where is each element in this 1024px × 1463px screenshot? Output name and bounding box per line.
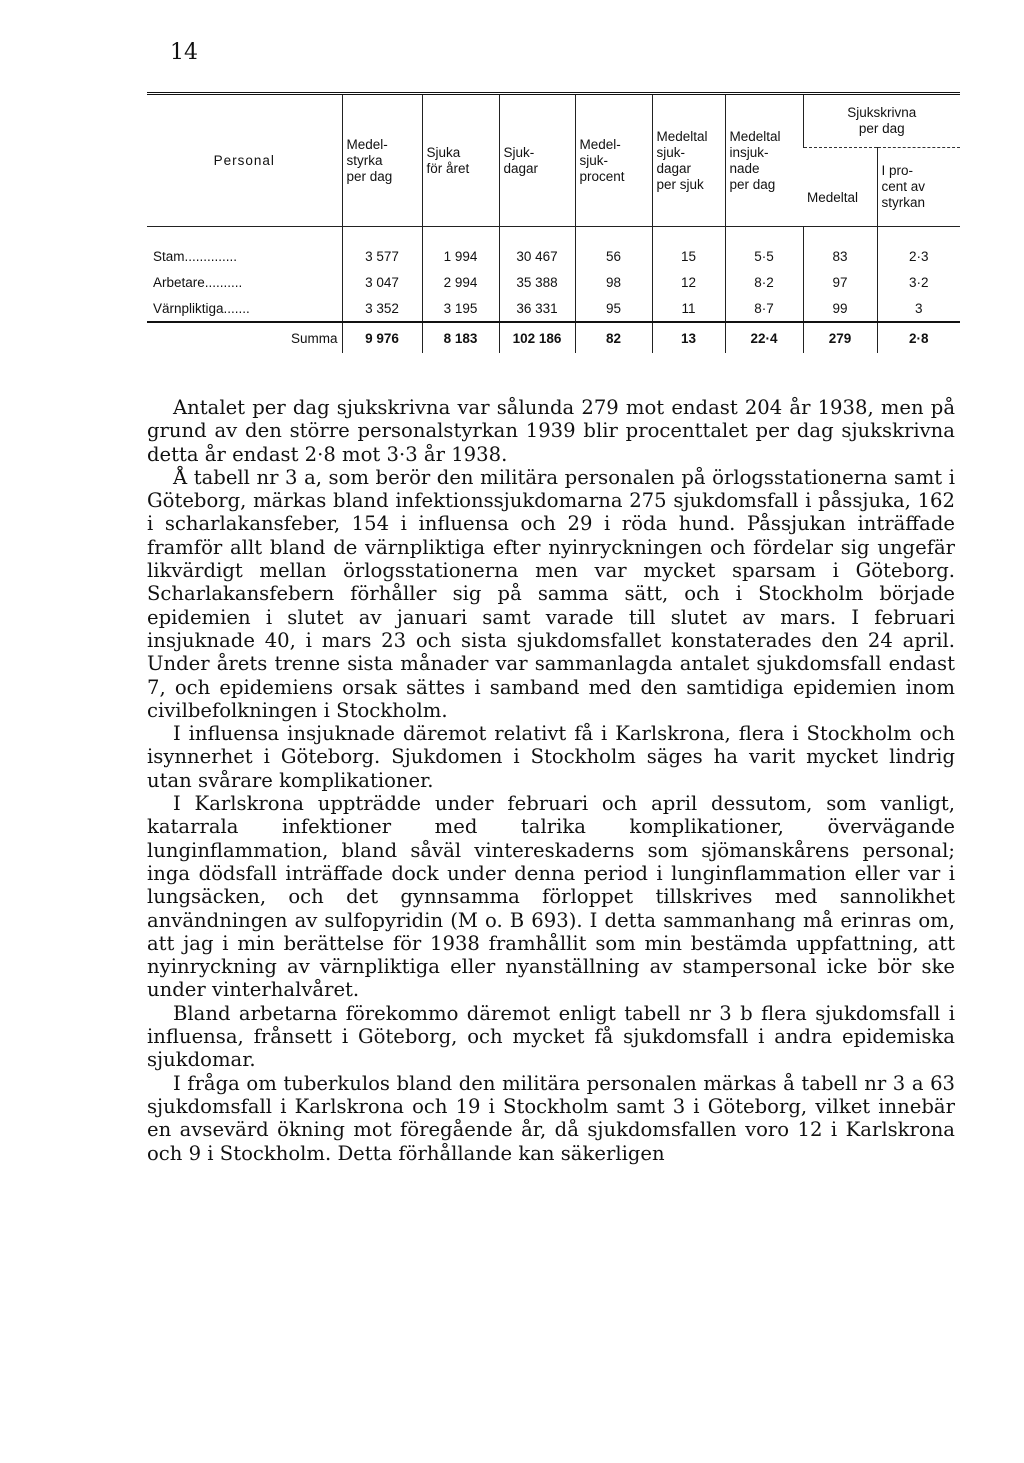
cell-medelstyrka: 3 577 [342, 243, 422, 269]
cell-sjuka: 3 195 [422, 295, 499, 322]
cell-sjukskrivna: 279 [803, 322, 877, 353]
cell-sjukskrivna: 97 [803, 269, 877, 295]
cell-medelstyrka: 3 047 [342, 269, 422, 295]
cell-insjuknade: 22·4 [725, 322, 803, 353]
cell-procent: 2·8 [877, 322, 960, 353]
paragraph: I influensa insjuknade däremot relativt få i Karlskrona, flera i Stockholm och isynnerhet i Göteborg. Sjukdomen i Stockholm säges ha varit mycket lindrig utan svårare komplikationer. [147, 722, 955, 792]
table-row [147, 269, 960, 295]
cell-sjukskrivna: 99 [803, 295, 877, 322]
cell-sjukdagar: 35 388 [499, 269, 575, 295]
paragraph: Antalet per dag sjukskrivna var sålunda 279 mot endast 204 år 1938, men på grund av den större personalstyrkan 1939 blir procenttalet per dag sjukskrivna detta år endast 2·8 mot 3·3 år 1938. [147, 396, 955, 466]
header-medelstyrka: Medel- styrka per dag [342, 94, 422, 227]
cell-sjukdagar: 30 467 [499, 243, 575, 269]
cell-sjuka: 1 994 [422, 243, 499, 269]
table-row [147, 243, 960, 269]
paragraph: I fråga om tuberkulos bland den militära personalen märkas å tabell nr 3 a 63 sjukdomsfall i Karlskrona och 19 i Stockholm samt 3 i Göteborg, vilket innebär en avsevärd ökning mot föregående år, då sjukdomsfallen voro 12 i Karlskrona och 9 i Stockholm. Detta förhållande kan säkerligen [147, 1071, 955, 1165]
cell-sjukdagar-per-sjuk: 12 [652, 269, 725, 295]
paragraph: Å tabell nr 3 a, som berör den militära personalen på örlogsstationerna samt i Göteborg, märkas bland infektionssjukdomarna 275 sjukdomsfall i påssjuka, 162 i scharlakansfeber, 154 i influensa och 29 i röda hund. Påssjukan inträffade framför allt bland de värnpliktiga efter nyinryckningen och fördelar sig ungefär likvärdigt mellan örlogsstationerna men var mycket sparsam i Göteborg. Scharlakansfebern förhåller sig på samma sätt, och i Stockholm började epidemien i slutet av januari samt varade till slutet av mars. I februari insjuknade 40, i mars 23 och sista sjukdomsfallet konstaterades den 24 april. Under årets trenne sista månader var sammanlagda antalet sjukdomsfall endast 7, och epidemiens orsak sättes i samband med den samtidiga epidemien inom civilbefolkningen i Stockholm. [147, 465, 955, 722]
cell-procent: 3·2 [877, 269, 960, 295]
cell-insjuknade: 8·7 [725, 295, 803, 322]
cell-procent: 3 [877, 295, 960, 322]
summary-row [147, 322, 960, 353]
cell-insjuknade: 5·5 [725, 243, 803, 269]
header-medeltal-sjukdagar: Medeltal sjuk- dagar per sjuk [652, 94, 725, 227]
body-text [147, 396, 955, 1165]
cell-sjuka: 2 994 [422, 269, 499, 295]
paragraph: Bland arbetarna förekommo däremot enligt tabell nr 3 b flera sjukdomsfall i influensa, frånsett i Göteborg, och mycket få sjukdomsfall i andra epidemiska sjukdomar. [147, 1001, 955, 1072]
row-label: Värnpliktiga....... [153, 300, 250, 316]
cell-sjukprocent: 82 [575, 322, 652, 353]
header-sjukdagar: Sjuk- dagar [499, 94, 575, 227]
row-label: Stam.............. [153, 248, 238, 264]
header-medeltal-insjuknade: Medeltal insjuk- nade per dag [725, 94, 803, 227]
header-sjukskrivna-medeltal: Medeltal [807, 190, 859, 205]
cell-insjuknade: 8·2 [725, 269, 803, 295]
personnel-sickness-table [147, 92, 960, 353]
summary-label: Summa [147, 322, 342, 353]
page-number: 14 [170, 40, 198, 65]
cell-sjukdagar: 36 331 [499, 295, 575, 322]
row-label: Arbetare.......... [153, 274, 243, 290]
cell-medelstyrka: 9 976 [342, 322, 422, 353]
cell-procent: 2·3 [877, 243, 960, 269]
cell-sjukdagar-per-sjuk: 15 [652, 243, 725, 269]
cell-sjukprocent: 95 [575, 295, 652, 322]
cell-sjukprocent: 56 [575, 243, 652, 269]
cell-sjukprocent: 98 [575, 269, 652, 295]
cell-sjukdagar-per-sjuk: 13 [652, 322, 725, 353]
header-sjuka: Sjuka för året [422, 94, 499, 227]
cell-sjukdagar-per-sjuk: 11 [652, 295, 725, 322]
cell-sjukskrivna: 83 [803, 243, 877, 269]
table-row [147, 295, 960, 322]
paragraph: I Karlskrona uppträdde under februari och april dessutom, som vanligt, katarrala infektioner med talrika komplikationer, övervägande lunginflammation, bland såväl vintereskaderns som sjömanskårens personal; inga dödsfall inträffade dock under denna period i lunginflammation eller var i lungsäcken, och det gynnsamma förloppet tillskrives med sannolikhet användningen av sulfopyridin (M o. B 693). I detta sammanhang må erinras om, att jag i min berättelse för 1938 framhållit som min bestämda uppfattning, att nyinryckning av värnpliktiga eller nyanställning av stampersonal icke bör ske under vinterhalvåret. [147, 792, 955, 1002]
cell-medelstyrka: 3 352 [342, 295, 422, 322]
header-personal: Personal [147, 94, 342, 227]
header-sjukprocent: Medel- sjuk- procent [575, 94, 652, 227]
cell-sjukdagar: 102 186 [499, 322, 575, 353]
header-sjukskrivna-procent: I pro- cent av styrkan [877, 148, 960, 227]
header-sjukskrivna-group: Sjukskrivna per dag [803, 94, 960, 148]
cell-sjuka: 8 183 [422, 322, 499, 353]
